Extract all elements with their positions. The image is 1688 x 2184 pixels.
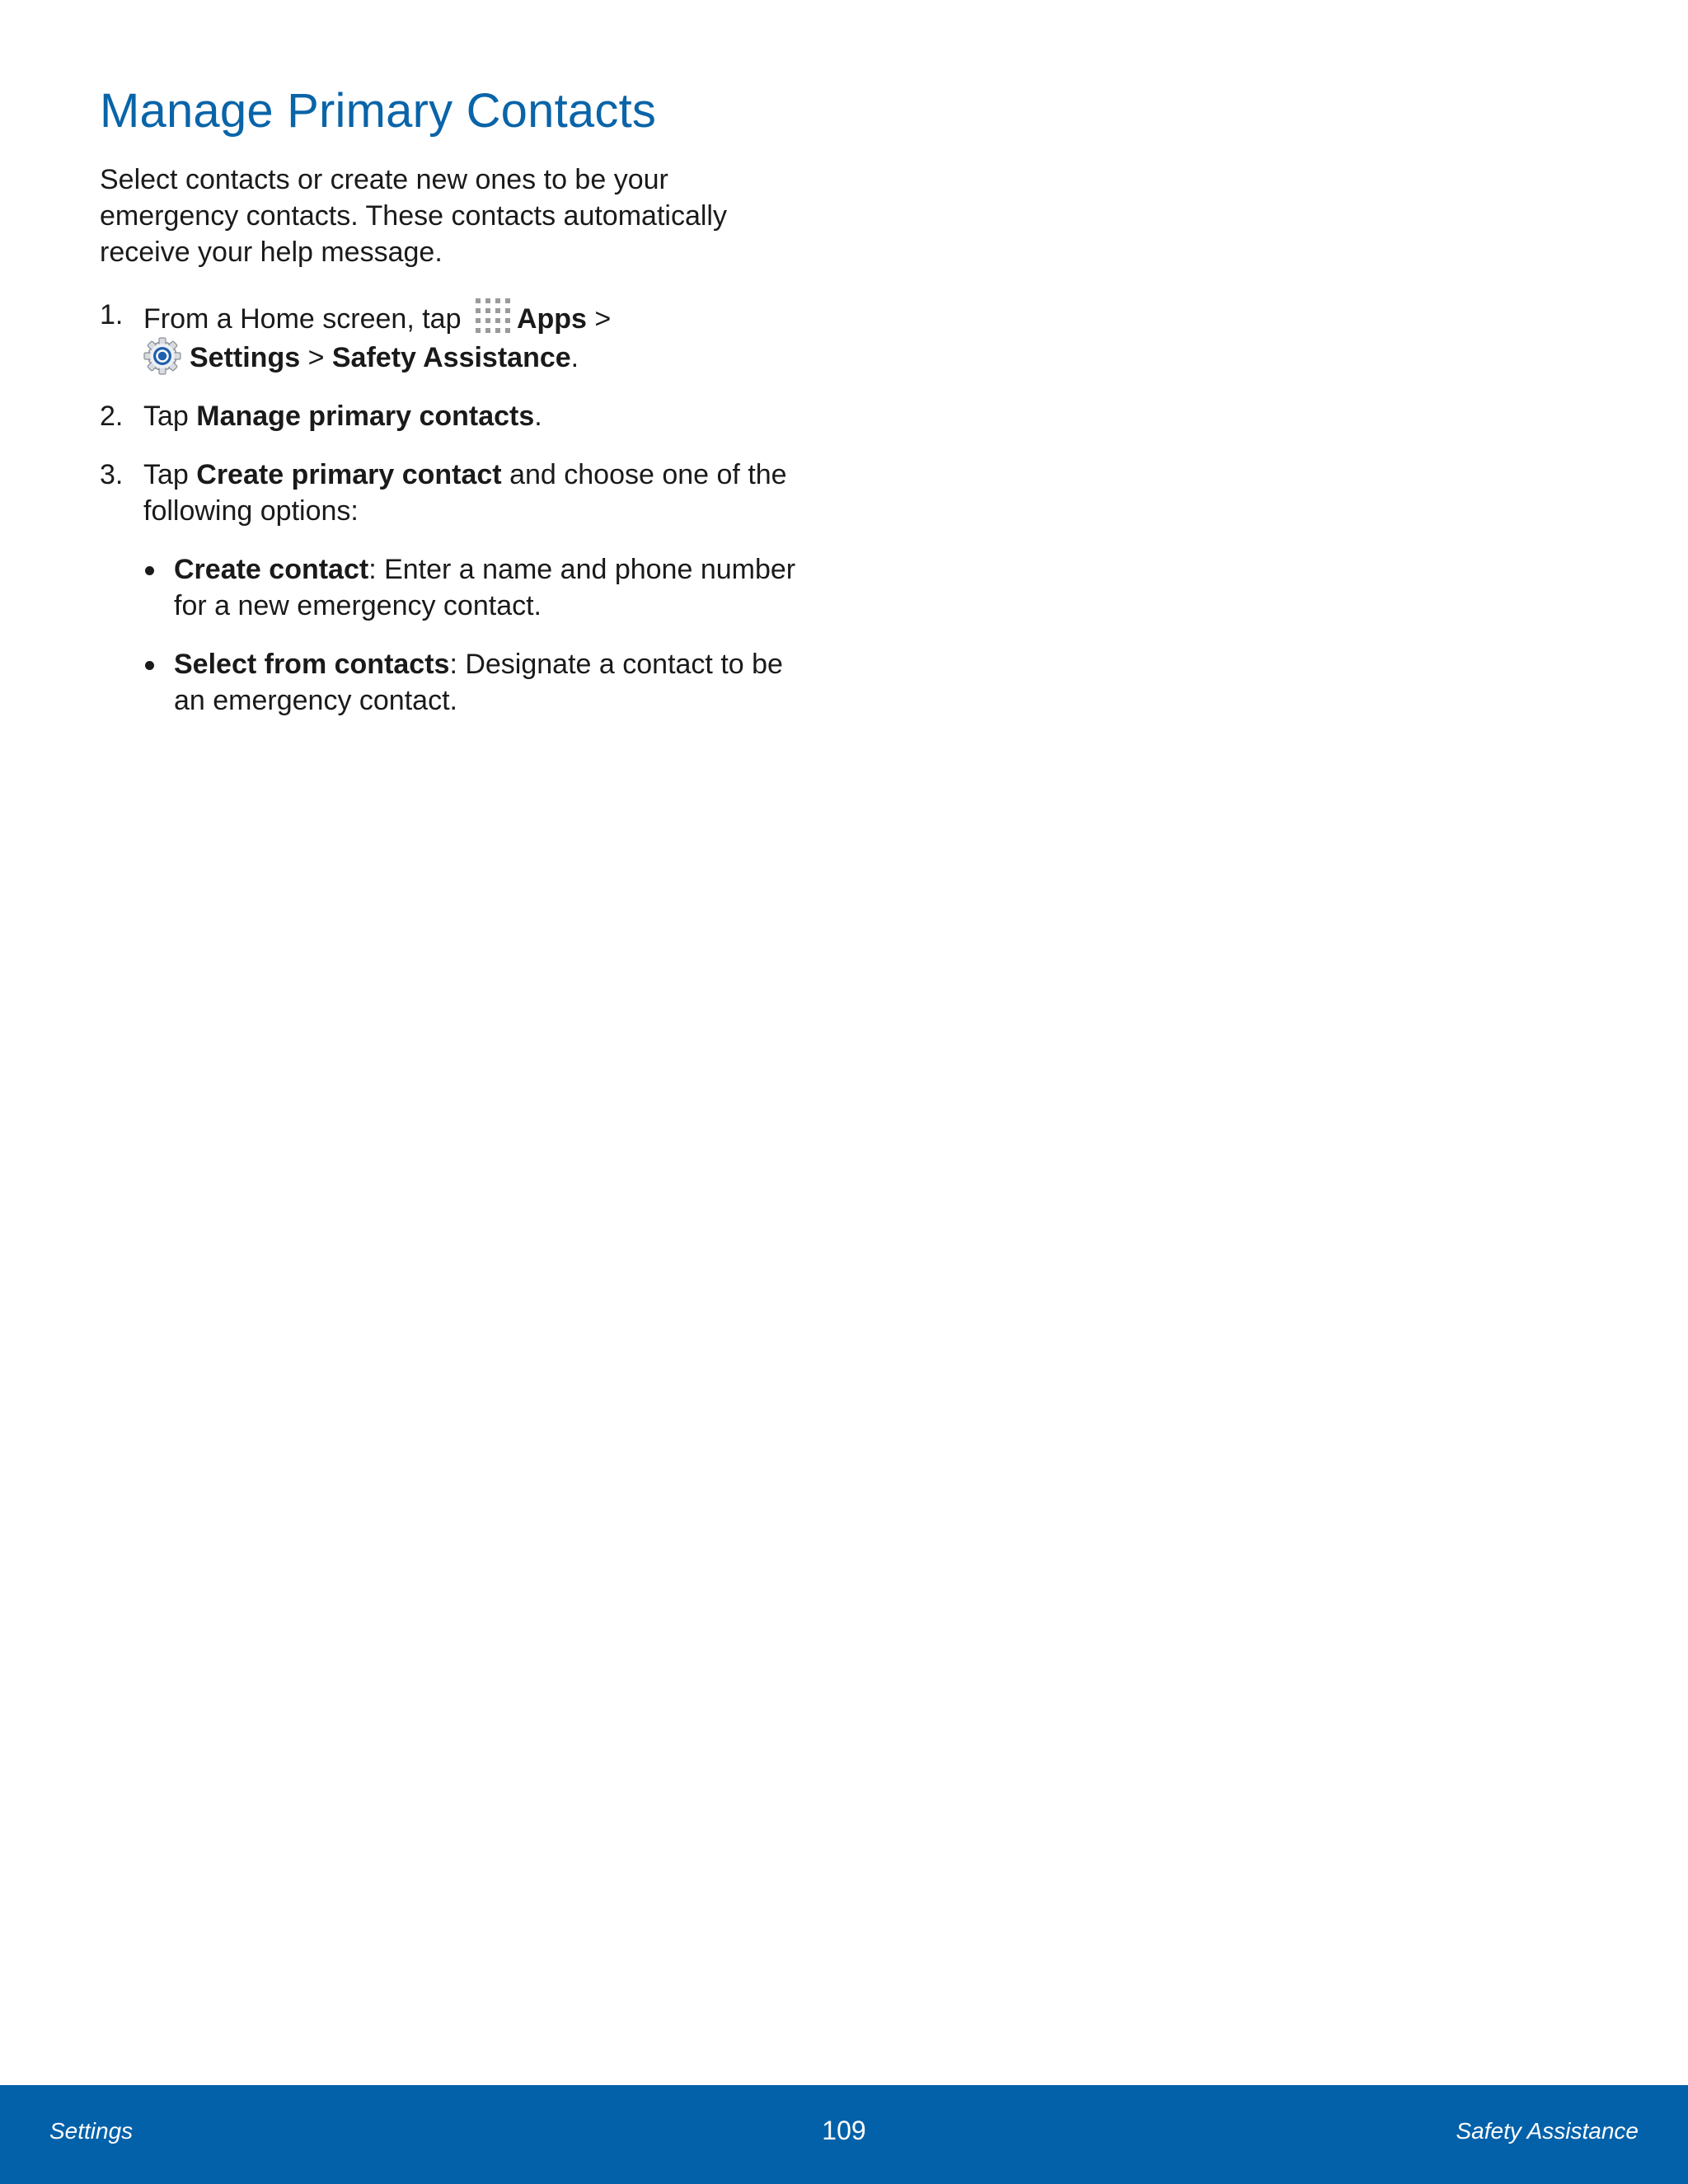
period: .: [570, 341, 579, 373]
step-number: 3.: [100, 458, 124, 490]
separator: >: [586, 302, 612, 335]
separator: >: [300, 341, 332, 373]
page-title: Manage Primary Contacts: [100, 84, 657, 138]
step-number: 1.: [100, 298, 124, 330]
bullet-icon: [145, 566, 154, 575]
step-1: [100, 297, 809, 376]
option-create-contact: [143, 551, 809, 624]
step-text-after: and choose one of the following options:: [143, 458, 787, 527]
safety-assistance-label: Safety Assistance: [331, 341, 571, 373]
option-title: Create contact: [174, 553, 369, 585]
footer-section-left: Settings: [49, 2118, 134, 2144]
step-number: 2.: [100, 400, 124, 432]
option-description: : Designate a contact to be an emergency contact.: [174, 648, 783, 716]
footer-page-number: 109: [822, 2116, 866, 2145]
steps-list: [100, 297, 809, 719]
option-description: : Enter a name and phone number for a new emergency contact.: [174, 553, 796, 621]
manage-primary-contacts-label: Manage primary contacts: [196, 400, 535, 432]
options-list: [143, 551, 809, 719]
create-primary-contact-label: Create primary contact: [196, 458, 502, 490]
settings-label: Settings: [190, 341, 301, 373]
option-title: Select from contacts: [174, 648, 450, 680]
step-text: Tap: [143, 400, 197, 432]
option-select-from-contacts: [143, 646, 809, 719]
settings-gear-icon: [143, 337, 181, 375]
footer-section-right: Safety Assistance: [1456, 2118, 1639, 2144]
page-content: [100, 82, 809, 741]
period: .: [534, 400, 542, 432]
bullet-icon: [145, 661, 154, 670]
intro-paragraph: Select contacts or create new ones to be your emergency contacts. These contacts automatically receive your help message.: [100, 163, 727, 268]
step-3: [100, 457, 809, 719]
apps-grid-icon: [474, 297, 512, 335]
step-text: From a Home screen, tap: [143, 302, 462, 335]
step-text: Tap: [143, 458, 197, 490]
apps-label: Apps: [516, 302, 587, 335]
page-footer: [0, 2085, 1688, 2184]
step-2: [100, 398, 809, 434]
